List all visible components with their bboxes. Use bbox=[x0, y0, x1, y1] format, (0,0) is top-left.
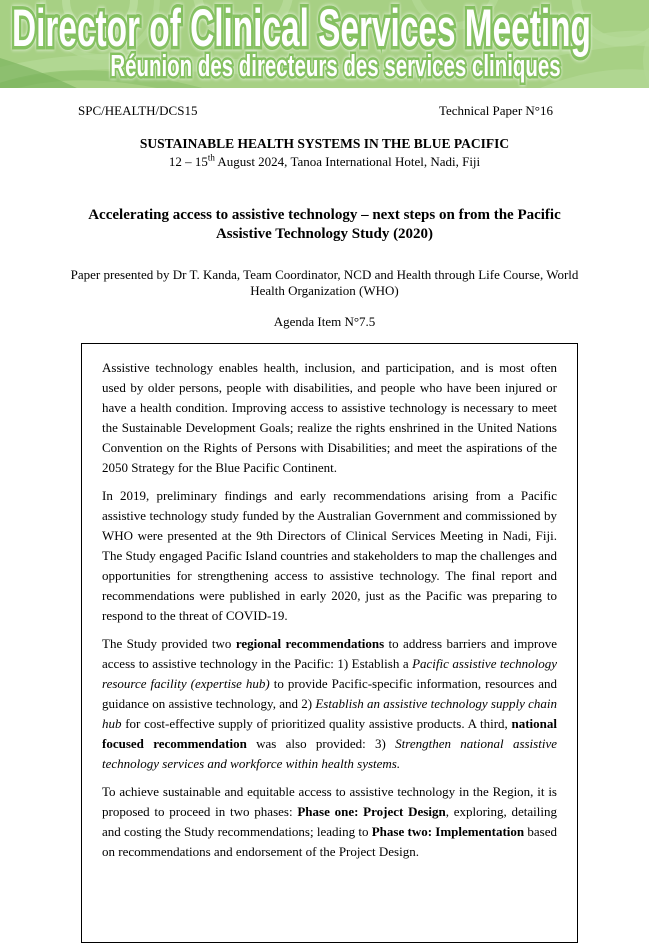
agenda-item: Agenda Item N°7.5 bbox=[273, 314, 376, 329]
conference-date-prefix: 12 – 15 bbox=[168, 154, 208, 169]
document-reference: SPC/HEALTH/DCS15 bbox=[78, 103, 198, 118]
meeting-banner bbox=[0, 0, 649, 88]
abstract-box bbox=[81, 343, 578, 943]
abstract-paragraph-1: Assistive technology enables health, inclusion, and participation, and is most often used by older persons, people with disabilities, and people who have been injured or have a health condition. Improving access to assistive technology is necessary to meet the Sustainable Development Goals; realize the rights enshrined in the United Nations Convention on the Rights of Persons with Disabilities; and meet the aspirations of the 2050 Strategy for the Blue Pacific Continent. bbox=[102, 360, 557, 475]
abstract-paragraph-3: The Study provided two regional recommendations to address barriers and improve access to assistive technology in the Pacific: 1) Establish a Pacific assistive technology resource facility (expertise hub) to provide Pacific-specific information, resources and guidance on assistive technology, and 2) Establish an assistive technology supply chain hub for cost-effective supply of prioritized quality assistive products. A third, national focused recommendation was also provided: 3) Strengthen national assistive technology services and workforce within health systems. bbox=[102, 636, 558, 771]
banner-title-french: Réunion des directeurs des services cliniques bbox=[110, 48, 561, 83]
technical-paper-number: Technical Paper N°16 bbox=[438, 103, 553, 118]
conference-date-ordinal: th bbox=[207, 152, 215, 163]
abstract-paragraph-2: In 2019, preliminary findings and early recommendations arising from a Pacific assistive technology study funded by the Australian Government and commissioned by WHO were presented at the 9th Directors of Clinical Services Meeting in Nadi, Fiji. The Study engaged Pacific Island countries and stakeholders to map the challenges and opportunities for strengthening access to assistive technology. The final report and recommendations were published in early 2020, just as the Pacific was preparing to respond to the threat of COVID-19. bbox=[102, 488, 557, 623]
paper-title: Accelerating access to assistive technology – next steps on from the Pacific Assistive Technology Study (2020) bbox=[88, 207, 561, 242]
conference-title: SUSTAINABLE HEALTH SYSTEMS IN THE BLUE PACIFIC bbox=[139, 136, 510, 151]
document-reference-row bbox=[78, 103, 553, 119]
abstract-paragraph-4: To achieve sustainable and equitable access to assistive technology in the Region, it is proposed to proceed in two phases: Phase one: Project Design, exploring, detailing and costing the Study recommendations; leading to Phase two: Implementation based on recommendations and endorsement of the Project Design. bbox=[102, 784, 558, 859]
presenter-line: Paper presented by Dr T. Kanda, Team Coordinator, NCD and Health through Life Course, World Health Organization (WHO) bbox=[70, 267, 579, 298]
banner-title-english: Director of Clinical Services Meeting bbox=[12, 0, 591, 58]
conference-details bbox=[0, 154, 649, 170]
conference-date-suffix: August 2024, Tanoa International Hotel, Nadi, Fiji bbox=[214, 154, 481, 169]
